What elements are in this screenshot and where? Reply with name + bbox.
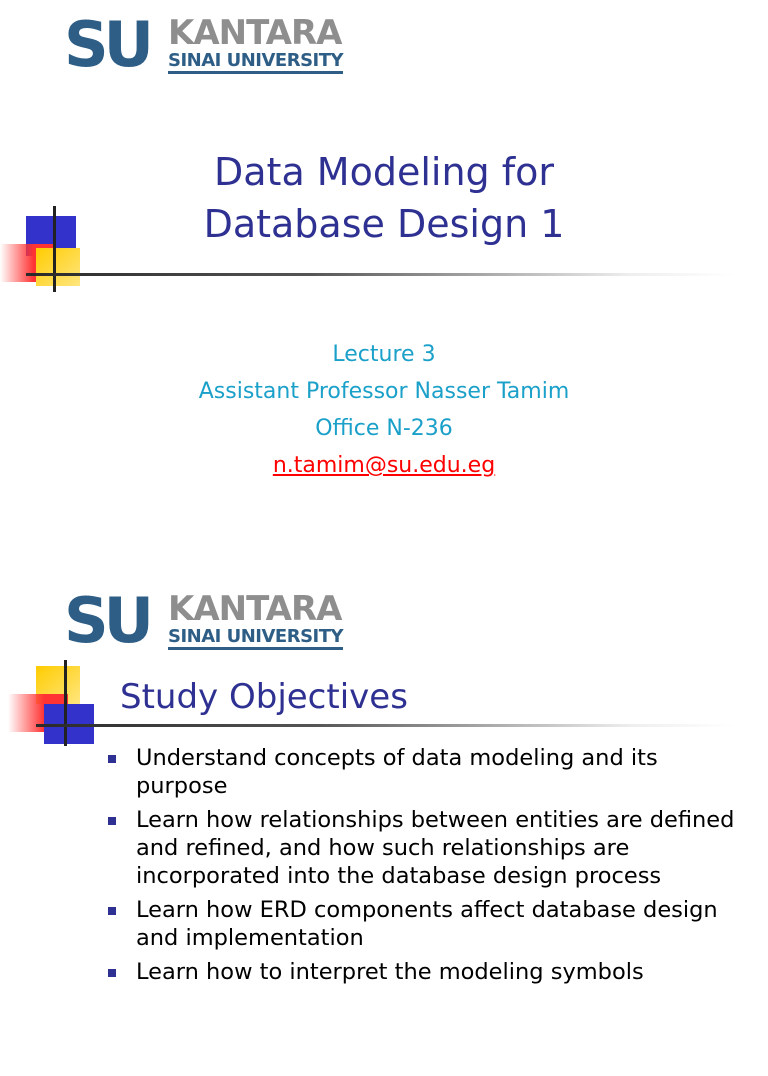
logo-su: SU: [64, 584, 149, 657]
list-item: Understand concepts of data modeling and its purpose: [108, 744, 748, 800]
list-item: Learn how ERD components affect database design and implementation: [108, 896, 748, 952]
title-underline: [26, 273, 736, 276]
slide-objectives: [0, 564, 768, 1076]
logo-kantara: KANTARA: [168, 589, 342, 629]
title-underline: [36, 724, 736, 727]
bullet-square-icon: [108, 969, 116, 977]
bullet-square-icon: [108, 907, 116, 915]
list-item: Learn how to interpret the modeling symbols: [108, 958, 748, 986]
university-logo: [64, 584, 384, 660]
slide-title-text: Study Objectives: [120, 677, 408, 717]
email-link[interactable]: n.tamim@su.edu.eg: [272, 453, 496, 478]
title-line-1: Data Modeling for: [214, 150, 554, 194]
lecture-number: Lecture 3: [332, 342, 436, 367]
logo-university-name: SINAI UNIVERSITY: [168, 627, 343, 650]
lecture-info: [0, 336, 768, 484]
bullet-square-icon: [108, 755, 116, 763]
slide-title: [0, 0, 768, 512]
title-line-2: Database Design 1: [203, 202, 565, 246]
logo-university-name: SINAI UNIVERSITY: [168, 51, 343, 74]
logo-kantara: KANTARA: [168, 13, 342, 53]
bullet-square-icon: [108, 817, 116, 825]
university-logo: [64, 8, 384, 84]
slide-title-text: [0, 146, 768, 250]
logo-su: SU: [64, 8, 149, 81]
office-location: Office N-236: [315, 416, 453, 441]
instructor-name: Assistant Professor Nasser Tamim: [198, 379, 570, 404]
objectives-list: [108, 744, 748, 992]
list-item: Learn how relationships between entities are defined and refined, and how such relationships are incorporated into the database design process: [108, 806, 748, 890]
